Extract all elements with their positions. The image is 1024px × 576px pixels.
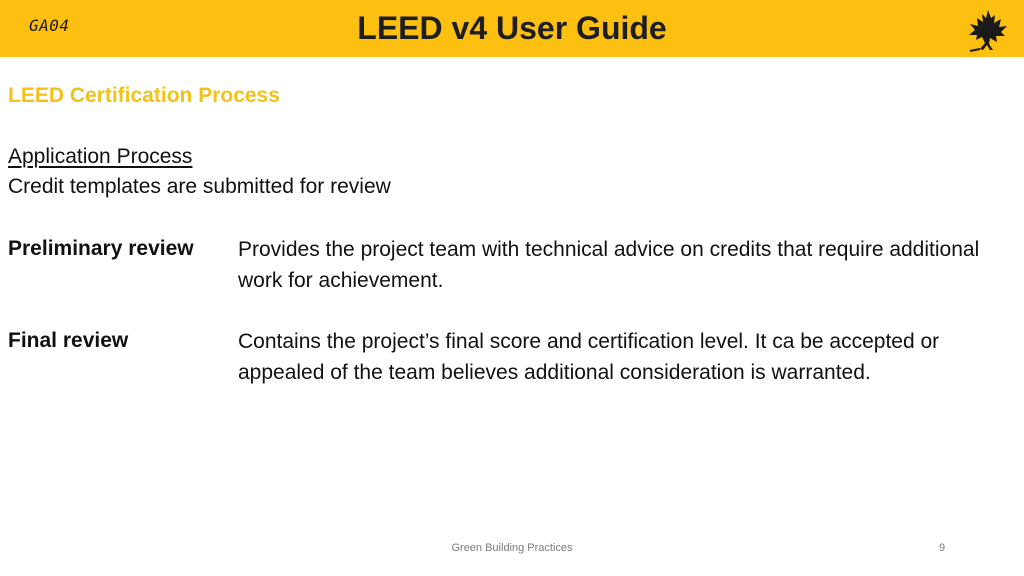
final-review-text: Contains the project’s final score and certification level. It ca be accepted or appealed of the team believes additional consideration is warranted. bbox=[238, 330, 940, 384]
page-title: LEED v4 User Guide bbox=[357, 10, 667, 46]
maple-leaf-icon bbox=[966, 8, 1010, 52]
course-code: GA04 bbox=[29, 16, 70, 35]
preliminary-review-text: Provides the project team with technical advice on credits that require additional work for achievement. bbox=[238, 238, 980, 292]
header-bar bbox=[0, 0, 1024, 57]
page-number: 9 bbox=[938, 542, 946, 554]
application-heading: Application Process bbox=[8, 145, 193, 168]
footer-text: Green Building Practices bbox=[451, 542, 573, 554]
final-review-label: Final review bbox=[8, 329, 129, 352]
application-description: Credit templates are submitted for review bbox=[8, 175, 391, 198]
preliminary-review-label: Preliminary review bbox=[8, 237, 194, 260]
section-title: LEED Certification Process bbox=[8, 84, 280, 107]
